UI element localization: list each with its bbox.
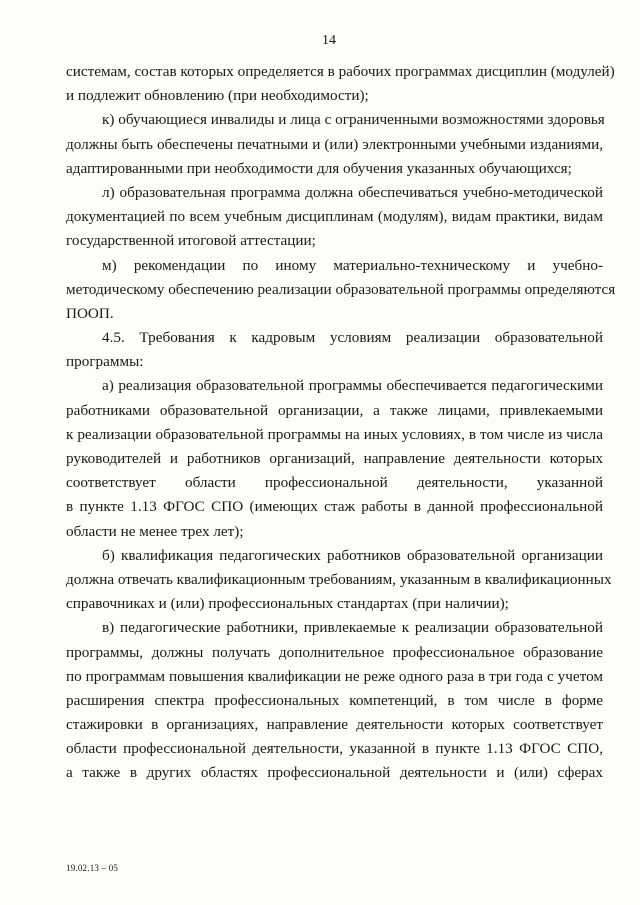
text-line: адаптированными при необходимости для обучения указанных обучающихся; (66, 159, 572, 177)
text-line: а также в других областях профессиональной деятельности и (или) сферах (66, 764, 603, 782)
section-heading: 4.5. Требования к кадровым условиям реализации образовательной (102, 329, 603, 347)
text-line: должны быть обеспечены печатными и (или) электронными учебными изданиями, (66, 135, 603, 153)
text-line: в пункте 1.13 ФГОС СПО (имеющих стаж работы в данной профессиональной (66, 498, 603, 516)
text-line: расширения спектра профессиональных компетенций, в том числе в форме (66, 691, 603, 709)
text-line: области не менее трех лет); (66, 522, 244, 540)
text-line: стажировки в организациях, направление деятельности которых соответствует (66, 716, 603, 734)
text-line: л) образовательная программа должна обеспечиваться учебно-методической (102, 183, 603, 201)
text-line: а) реализация образовательной программы обеспечивается педагогическими (102, 377, 603, 395)
section-heading: программы: (66, 353, 144, 371)
text-line: и подлежит обновлению (при необходимости); (66, 87, 369, 105)
text-line: государственной итоговой аттестации; (66, 232, 316, 250)
text-line: работниками образовательной организации, а также лицами, привлекаемыми (66, 401, 603, 419)
document-body (66, 60, 616, 786)
text-line: системам, состав которых определяется в рабочих программах дисциплин (модулей) (66, 63, 615, 80)
text-line: к) обучающиеся инвалиды и лица с ограниченными возможностями здоровья (102, 111, 605, 129)
text-line: справочниках и (или) профессиональных стандартах (при наличии); (66, 595, 509, 613)
text-line: программы, должны получать дополнительное профессиональное образование (66, 643, 603, 661)
text-line: методическому обеспечению реализации образовательной программы определяются (66, 280, 616, 298)
text-line: б) квалификация педагогических работников образовательной организации (102, 546, 603, 564)
text-line: к реализации образовательной программы на иных условиях, в том числе из числа (66, 425, 603, 443)
text-line: области профессиональной деятельности, указанной в пункте 1.13 ФГОС СПО, (66, 740, 603, 758)
text-line: м) рекомендации по иному материально-техническому и учебно- (102, 256, 603, 274)
page-number: 14 (322, 33, 336, 48)
text-line: ПООП. (66, 304, 114, 322)
text-line: в) педагогические работники, привлекаемые к реализации образовательной (102, 619, 603, 637)
text-line: соответствует области профессиональной деятельности, указанной (66, 474, 603, 492)
text-line: документацией по всем учебным дисциплинам (модулям), видам практики, видам (66, 208, 603, 226)
document-code: 19.02.13 – 05 (66, 863, 119, 873)
text-line: руководителей и работников организаций, направление деятельности которых (66, 450, 603, 467)
text-line: должна отвечать квалификационным требованиям, указанным в квалификационных (66, 570, 612, 588)
text-line: по программам повышения квалификации не реже одного раза в три года с учетом (66, 667, 603, 685)
